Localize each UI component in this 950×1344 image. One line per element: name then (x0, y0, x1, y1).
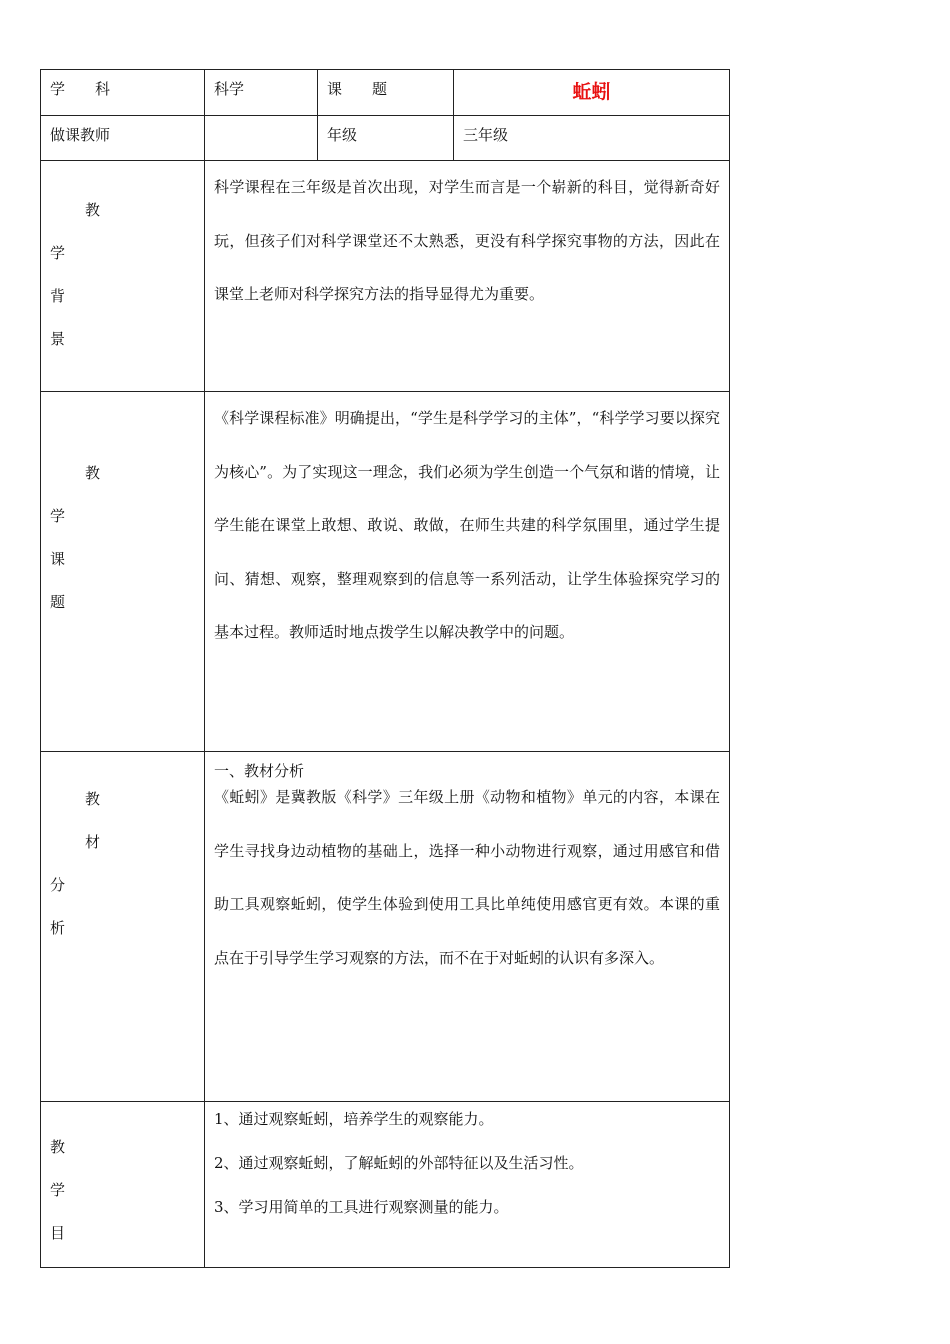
teacher-label: 做课教师 (50, 126, 111, 144)
analysis-heading: 一、教材分析 (214, 762, 305, 780)
goal-item: 3、学习用简单的工具进行观察测量的能力。 (214, 1198, 509, 1216)
background-label-char: 学 (50, 244, 66, 262)
background-label-cell (41, 161, 205, 392)
topic-section-label (41, 392, 204, 624)
goals-label-cell (41, 1102, 205, 1268)
goals-text-cell (205, 1102, 730, 1268)
background-label-char: 教 (85, 201, 101, 219)
topic-label-char: 教 (85, 464, 101, 482)
analysis-label-char: 教 (85, 790, 101, 808)
analysis-row (41, 752, 730, 1102)
topic-label-char: 学 (50, 507, 66, 525)
topic-label-char: 课 (50, 550, 66, 568)
topic-label: 课 题 (327, 80, 388, 98)
analysis-label-char: 材 (85, 833, 101, 851)
topic-value-cell (454, 70, 730, 116)
grade-label-cell (318, 116, 454, 161)
grade-value-cell (454, 116, 730, 161)
analysis-content (205, 752, 729, 985)
teacher-value (205, 116, 317, 132)
subject-label: 学 科 (50, 80, 111, 98)
subject-value: 科学 (214, 80, 245, 98)
subject-label-cell (41, 70, 205, 116)
goals-label-char: 教 (50, 1138, 66, 1156)
background-label-char: 背 (50, 287, 66, 305)
analysis-text-cell (205, 752, 730, 1102)
background-text-cell (205, 161, 730, 392)
analysis-label-char: 分 (50, 876, 66, 894)
analysis-label (41, 752, 204, 950)
subject-value-cell (205, 70, 318, 116)
lesson-plan-table (40, 69, 730, 1268)
grade-value: 三年级 (463, 126, 509, 144)
goals-row (41, 1102, 730, 1268)
topic-text-cell (205, 392, 730, 752)
goals-list (205, 1102, 729, 1218)
header-row-1 (41, 70, 730, 116)
goal-item: 1、通过观察蚯蚓，培养学生的观察能力。 (214, 1110, 494, 1128)
topic-section-label-cell (41, 392, 205, 752)
goals-label-char: 学 (50, 1181, 66, 1199)
topic-text: 《科学课程标准》明确提出，“学生是科学学习的主体”，“科学学习要以探究为核心”。为了实现这一理念，我们必须为学生创造一个气氛和谐的情境，让学生能在课堂上敢想、敢说、敢做，在师生共建的科学氛围里，通过学生提问、猜想、观察，整理观察到的信息等一系列活动，让学生体验探究学习的基本过程。教师适时地点拨学生以解决教学中的问题。 (214, 409, 720, 641)
teacher-label-cell (41, 116, 205, 161)
analysis-label-char: 析 (50, 919, 66, 937)
analysis-label-cell (41, 752, 205, 1102)
background-label (41, 161, 204, 361)
background-label-char: 景 (50, 330, 66, 348)
topic-label-cell (318, 70, 454, 116)
background-text: 科学课程在三年级是首次出现，对学生而言是一个崭新的科目，觉得新奇好玩，但孩子们对科学课堂还不太熟悉，更没有科学探究事物的方法，因此在课堂上老师对科学探究方法的指导显得尤为重要。 (214, 178, 720, 303)
goal-item: 2、通过观察蚯蚓，了解蚯蚓的外部特征以及生活习性。 (214, 1154, 584, 1172)
goals-label (41, 1102, 204, 1255)
topic-row (41, 392, 730, 752)
header-row-2 (41, 116, 730, 161)
goals-label-char: 目 (50, 1224, 66, 1242)
analysis-text: 《蚯蚓》是冀教版《科学》三年级上册《动物和植物》单元的内容，本课在学生寻找身边动植物的基础上，选择一种小动物进行观察，通过用感官和借助工具观察蚯蚓，使学生体验到使用工具比单纯使用感官更有效。本课的重点在于引导学生学习观察的方法，而不在于对蚯蚓的认识有多深入。 (214, 788, 720, 967)
grade-label: 年级 (327, 126, 358, 144)
lesson-title: 蚯蚓 (572, 81, 611, 103)
topic-label-char: 题 (50, 593, 66, 611)
background-row (41, 161, 730, 392)
teacher-value-cell (205, 116, 318, 161)
